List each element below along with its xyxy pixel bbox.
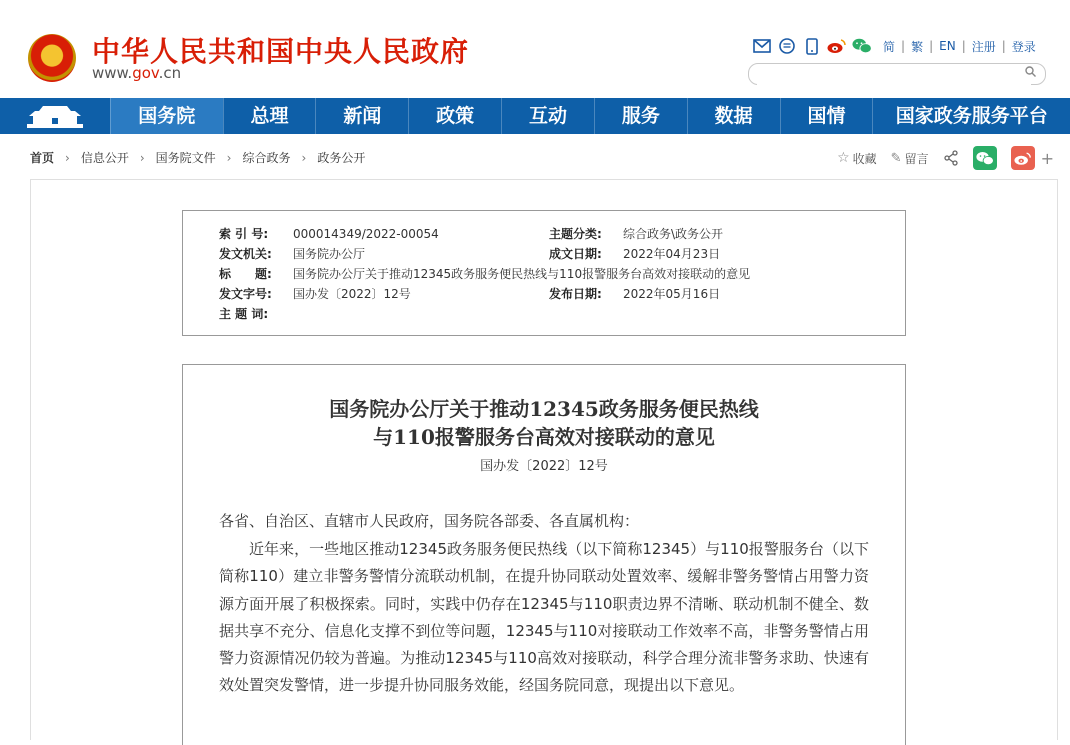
document-body	[182, 364, 906, 745]
meta-doc-no	[219, 285, 411, 303]
nav-item-policy[interactable]: 政策	[408, 98, 501, 134]
nav-item-premier[interactable]: 总理	[223, 98, 316, 134]
meta-issuer	[219, 245, 365, 263]
meta-label: 成文日期:	[549, 247, 602, 261]
meta-value: 000014349/2022-00054	[293, 227, 439, 241]
separator: |	[901, 39, 906, 53]
comment-label: 留言	[904, 151, 929, 166]
more-share-icon[interactable]: +	[1040, 148, 1054, 168]
chevron-right-icon: ›	[301, 150, 307, 165]
search-box	[748, 63, 1046, 85]
nav-item-interaction[interactable]: 互动	[501, 98, 594, 134]
chevron-right-icon: ›	[139, 150, 145, 165]
meta-value: 国务院办公厅	[293, 247, 366, 261]
nav-item-national-info[interactable]: 国情	[780, 98, 873, 134]
meta-label: 主 题 词:	[219, 307, 269, 321]
breadcrumb-home[interactable]: 首页	[30, 151, 55, 165]
document-title-line: 与110报警服务台高效对接联动的意见	[373, 425, 715, 449]
weibo-icon[interactable]	[827, 37, 847, 55]
share-wechat-wrap	[973, 146, 997, 170]
meta-value: 国务院办公厅关于推动12345政务服务便民热线与110报警服务台高效对接联动的意见	[293, 267, 751, 281]
meta-label: 标 题:	[219, 267, 272, 281]
document-salutation: 各省、自治区、直辖市人民政府，国务院各部委、各直属机构：	[219, 512, 640, 530]
site-title[interactable]: 中华人民共和国中央人民政府	[92, 35, 470, 68]
chat-bubble-icon[interactable]	[777, 37, 797, 55]
document-number: 国办发〔2022〕12号	[480, 459, 608, 474]
national-emblem-icon	[28, 34, 76, 82]
simplified-chinese-link[interactable]: 简	[883, 39, 896, 54]
breadcrumb-state-council-docs[interactable]: 国务院文件	[155, 151, 216, 165]
meta-label: 索 引 号:	[219, 227, 269, 241]
tiananmen-logo-icon[interactable]	[0, 98, 110, 134]
meta-pub-date	[549, 285, 720, 303]
nav-item-services[interactable]: 服务	[594, 98, 687, 134]
document-title	[183, 395, 905, 451]
nav-item-state-council[interactable]: 国务院	[110, 98, 223, 134]
share-weibo-icon[interactable]	[1011, 146, 1035, 170]
meta-value: 2022年05月16日	[623, 287, 721, 301]
chevron-right-icon: ›	[65, 150, 70, 165]
search-icon[interactable]	[1025, 66, 1036, 81]
favorite-button[interactable]	[837, 150, 877, 167]
nav-item-gov-service-platform[interactable]: 国家政务服务平台	[872, 98, 1070, 134]
breadcrumb-info-disclosure[interactable]: 信息公开	[80, 151, 129, 165]
mobile-icon[interactable]	[802, 37, 822, 55]
share-wechat-icon[interactable]	[973, 146, 997, 170]
meta-value: 综合政务\政务公开	[623, 227, 724, 241]
meta-value: 国办发〔2022〕12号	[293, 287, 411, 301]
pencil-icon: ✎	[890, 150, 902, 166]
document-title-line: 国务院办公厅关于推动12345政务服务便民热线	[329, 397, 759, 421]
breadcrumb	[30, 149, 365, 166]
share-toolbar	[823, 146, 1054, 170]
favorite-label: 收藏	[852, 151, 877, 166]
nav-item-data[interactable]: 数据	[687, 98, 780, 134]
main-nav	[0, 98, 1070, 134]
english-link[interactable]: EN	[939, 39, 956, 53]
meta-label: 发文机关:	[219, 247, 272, 261]
site-header	[0, 0, 1070, 98]
meta-topic	[549, 225, 723, 243]
meta-value: 2022年04月23日	[623, 247, 721, 261]
login-link[interactable]: 登录	[1011, 39, 1036, 54]
meta-label: 发布日期:	[549, 287, 602, 301]
separator: |	[929, 39, 934, 53]
document-paragraph: 近年来，一些地区推动12345政务服务便民热线（以下简称12345）与110报警服务台（以下简称110）建立非警务警情分流联动机制，在提升协同联动处置效率、缓解非警务警情占用警力资源方面开展了积极探索。同时，实践中仍存在12345与110职责边界不清晰、联动机制不健全、数据共享不充分、信息化支撑不到位等问题，12345与110对接联动工作效率不高，非警务警情占用警力资源情况仍较为普遍。为推动12345与110高效对接联动，科学合理分流非警务求助、快速有效处置突发警情，进一步提升协同服务效能，经国务院同意，现提出以下意见。	[219, 540, 869, 695]
header-tools	[752, 36, 1036, 56]
share-icon[interactable]	[943, 150, 959, 166]
share-weibo-wrap	[1011, 146, 1035, 170]
mail-icon[interactable]	[752, 37, 772, 55]
star-icon: ☆	[837, 150, 850, 166]
meta-keywords	[219, 305, 293, 323]
document-meta-table	[182, 210, 906, 336]
site-url[interactable]: www.gov.cn	[92, 64, 182, 82]
chevron-right-icon: ›	[226, 150, 232, 165]
register-link[interactable]: 注册	[971, 39, 996, 54]
comment-button[interactable]	[891, 150, 929, 167]
meta-label: 发文字号:	[219, 287, 272, 301]
breadcrumb-general-affairs[interactable]: 综合政务	[242, 151, 291, 165]
nav-item-news[interactable]: 新闻	[315, 98, 408, 134]
meta-title	[219, 265, 750, 283]
meta-label: 主题分类:	[549, 227, 602, 241]
separator: |	[961, 39, 966, 53]
wechat-icon[interactable]	[852, 37, 872, 55]
separator: |	[1001, 39, 1006, 53]
meta-date-written	[549, 245, 720, 263]
traditional-chinese-link[interactable]: 繁	[911, 39, 924, 54]
meta-index-no	[219, 225, 439, 243]
search-input[interactable]	[757, 65, 1031, 85]
breadcrumb-government-openness[interactable]: 政务公开	[317, 151, 366, 165]
